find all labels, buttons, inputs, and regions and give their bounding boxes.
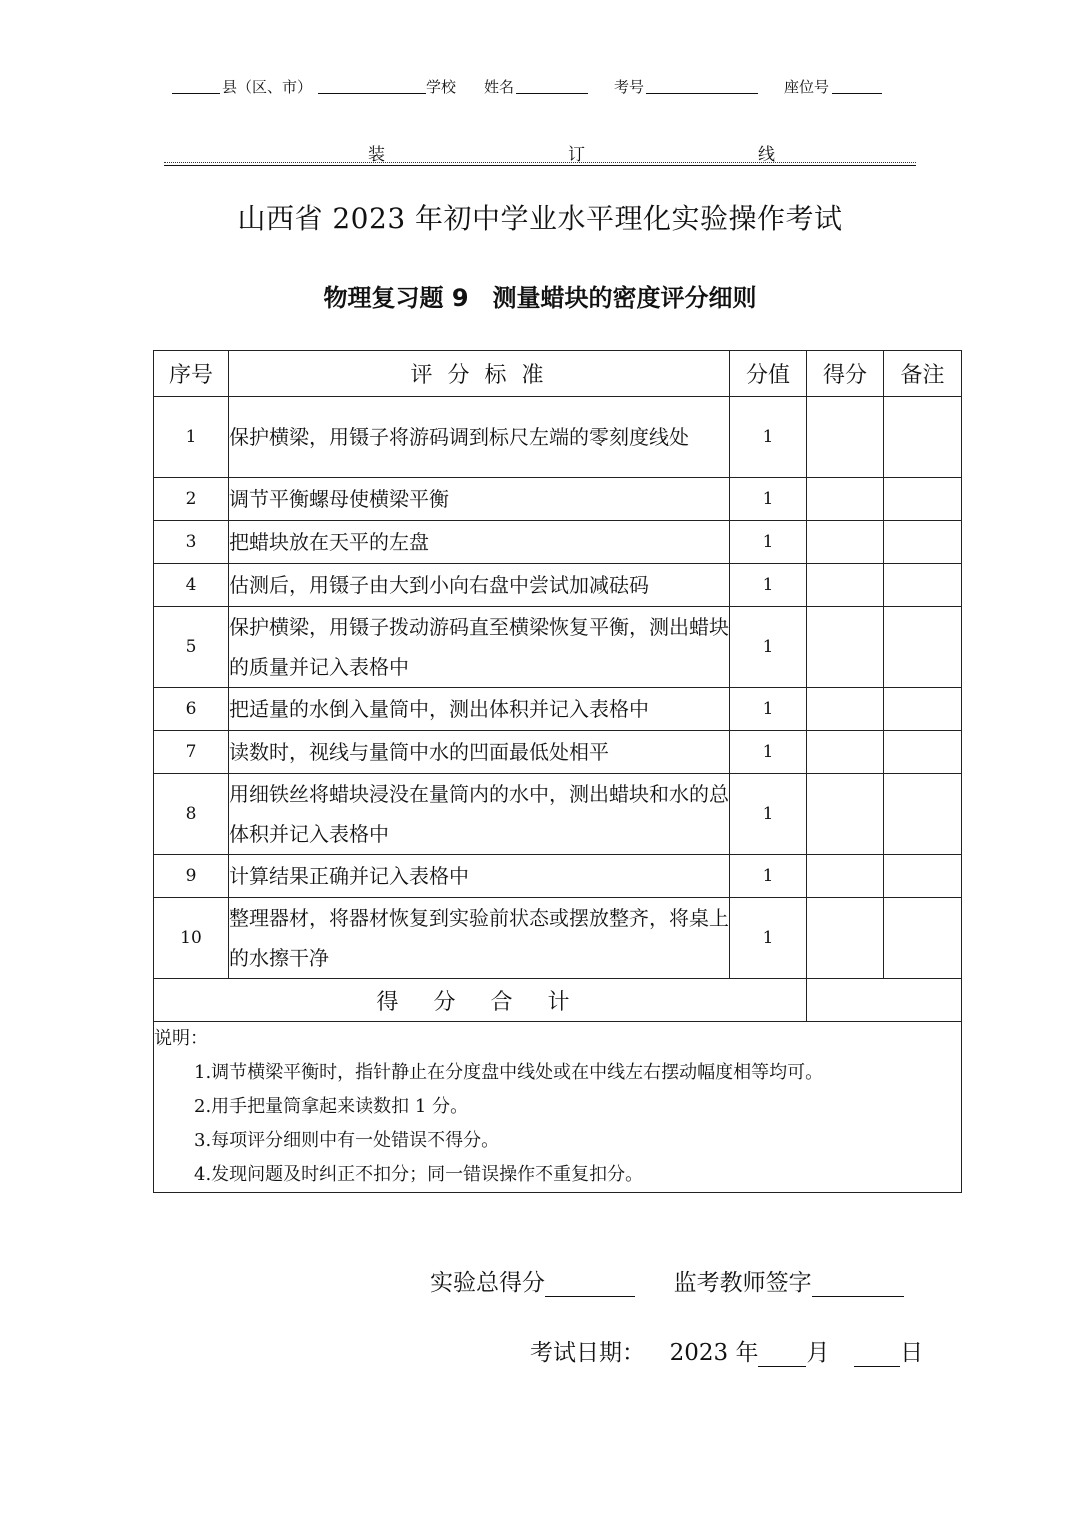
row-points: 1 — [730, 855, 807, 898]
row-remark-cell[interactable] — [884, 521, 962, 564]
table-row — [154, 774, 962, 855]
school-label: 学校 — [426, 78, 457, 96]
scoring-table — [153, 350, 962, 1193]
row-points: 1 — [730, 521, 807, 564]
table-row — [154, 731, 962, 774]
note-item: 4.发现问题及时纠正不扣分；同一错误操作不重复扣分。 — [194, 1164, 644, 1185]
table-header-row — [154, 351, 962, 397]
row-number: 4 — [154, 564, 229, 607]
exam-no-label: 考号 — [614, 78, 645, 96]
table-row — [154, 688, 962, 731]
binding-char-2: 订 — [568, 145, 585, 165]
row-score-cell[interactable] — [807, 774, 884, 855]
note-item: 2.用手把量筒拿起来读数扣 1 分。 — [194, 1096, 469, 1117]
date-month: 月 — [806, 1340, 830, 1366]
notes-cell — [154, 1022, 962, 1193]
row-remark-cell[interactable] — [884, 731, 962, 774]
name-label: 姓名 — [484, 78, 515, 96]
row-remark-cell[interactable] — [884, 397, 962, 478]
row-criterion: 把蜡块放在天平的左盘 — [229, 521, 730, 564]
row-criterion: 把适量的水倒入量筒中，测出体积并记入表格中 — [229, 688, 730, 731]
row-criterion: 保护横梁，用镊子将游码调到标尺左端的零刻度线处 — [229, 397, 730, 478]
day-blank[interactable] — [854, 1344, 900, 1367]
total-row — [154, 979, 962, 1022]
student-info-line — [160, 76, 920, 100]
notes-title: 说明： — [154, 1028, 208, 1049]
seat-no-blank[interactable] — [832, 76, 882, 94]
row-number: 2 — [154, 478, 229, 521]
seat-no-label: 座位号 — [784, 78, 830, 96]
row-points: 1 — [730, 774, 807, 855]
teacher-sign-label: 监考教师签字 — [673, 1270, 812, 1296]
row-remark-cell[interactable] — [884, 607, 962, 688]
row-points: 1 — [730, 478, 807, 521]
row-score-cell[interactable] — [807, 397, 884, 478]
total-score-label: 实验总得分 — [430, 1270, 545, 1296]
binding-line — [164, 140, 916, 163]
row-number: 3 — [154, 521, 229, 564]
row-criterion: 整理器材，将器材恢复到实验前状态或摆放整齐，将桌上的水擦干净 — [229, 898, 730, 979]
row-number: 6 — [154, 688, 229, 731]
signature-line — [430, 1264, 904, 1297]
header-score: 得分 — [807, 351, 884, 397]
row-number: 7 — [154, 731, 229, 774]
header-number: 序号 — [154, 351, 229, 397]
total-score-cell[interactable] — [807, 979, 962, 1022]
table-row — [154, 397, 962, 478]
table-row — [154, 607, 962, 688]
row-points: 1 — [730, 731, 807, 774]
name-blank[interactable] — [516, 76, 588, 94]
row-score-cell[interactable] — [807, 607, 884, 688]
date-day: 日 — [900, 1340, 924, 1366]
total-label: 得 分 合 计 — [154, 979, 807, 1022]
row-score-cell[interactable] — [807, 521, 884, 564]
row-points: 1 — [730, 688, 807, 731]
row-number: 5 — [154, 607, 229, 688]
teacher-sign-blank[interactable] — [812, 1274, 904, 1297]
exam-no-blank[interactable] — [646, 76, 758, 94]
binding-char-1: 装 — [368, 145, 385, 165]
row-points: 1 — [730, 898, 807, 979]
month-blank[interactable] — [758, 1344, 806, 1367]
row-remark-cell[interactable] — [884, 898, 962, 979]
header-points: 分值 — [730, 351, 807, 397]
county-label: 县（区、市） — [222, 78, 313, 96]
row-score-cell[interactable] — [807, 564, 884, 607]
date-year: 2023 年 — [669, 1340, 759, 1366]
header-criterion: 评 分 标 准 — [229, 351, 730, 397]
table-row — [154, 564, 962, 607]
row-points: 1 — [730, 607, 807, 688]
row-score-cell[interactable] — [807, 731, 884, 774]
row-criterion: 计算结果正确并记入表格中 — [229, 855, 730, 898]
row-criterion: 调节平衡螺母使横梁平衡 — [229, 478, 730, 521]
row-number: 1 — [154, 397, 229, 478]
exam-date-line — [530, 1334, 923, 1367]
notes-row — [154, 1022, 962, 1193]
row-score-cell[interactable] — [807, 855, 884, 898]
row-remark-cell[interactable] — [884, 855, 962, 898]
table-row — [154, 898, 962, 979]
page-subtitle: 物理复习题 9 测量蜡块的密度评分细则 — [323, 284, 757, 312]
row-points: 1 — [730, 397, 807, 478]
date-label: 考试日期： — [530, 1340, 645, 1366]
table-row — [154, 521, 962, 564]
row-score-cell[interactable] — [807, 898, 884, 979]
row-number: 10 — [154, 898, 229, 979]
row-score-cell[interactable] — [807, 478, 884, 521]
row-score-cell[interactable] — [807, 688, 884, 731]
row-criterion: 估测后，用镊子由大到小向右盘中尝试加减砝码 — [229, 564, 730, 607]
header-remark: 备注 — [884, 351, 962, 397]
note-item: 1.调节横梁平衡时，指针静止在分度盘中线处或在中线左右摆动幅度相等均可。 — [194, 1062, 824, 1083]
row-remark-cell[interactable] — [884, 564, 962, 607]
row-remark-cell[interactable] — [884, 688, 962, 731]
note-item: 3.每项评分细则中有一处错误不得分。 — [194, 1130, 500, 1151]
table-row — [154, 478, 962, 521]
row-number: 8 — [154, 774, 229, 855]
row-criterion: 保护横梁，用镊子拨动游码直至横梁恢复平衡，测出蜡块的质量并记入表格中 — [229, 607, 730, 688]
county-blank[interactable] — [172, 76, 220, 94]
total-score-blank[interactable] — [545, 1274, 635, 1297]
row-criterion: 用细铁丝将蜡块浸没在量筒内的水中，测出蜡块和水的总体积并记入表格中 — [229, 774, 730, 855]
row-remark-cell[interactable] — [884, 478, 962, 521]
page-title: 山西省 2023 年初中学业水平理化实验操作考试 — [237, 202, 843, 235]
row-number: 9 — [154, 855, 229, 898]
table-row — [154, 855, 962, 898]
binding-rule — [164, 165, 916, 166]
row-points: 1 — [730, 564, 807, 607]
binding-char-3: 线 — [758, 145, 775, 165]
row-criterion: 读数时，视线与量筒中水的凹面最低处相平 — [229, 731, 730, 774]
school-blank[interactable] — [318, 76, 426, 94]
row-remark-cell[interactable] — [884, 774, 962, 855]
